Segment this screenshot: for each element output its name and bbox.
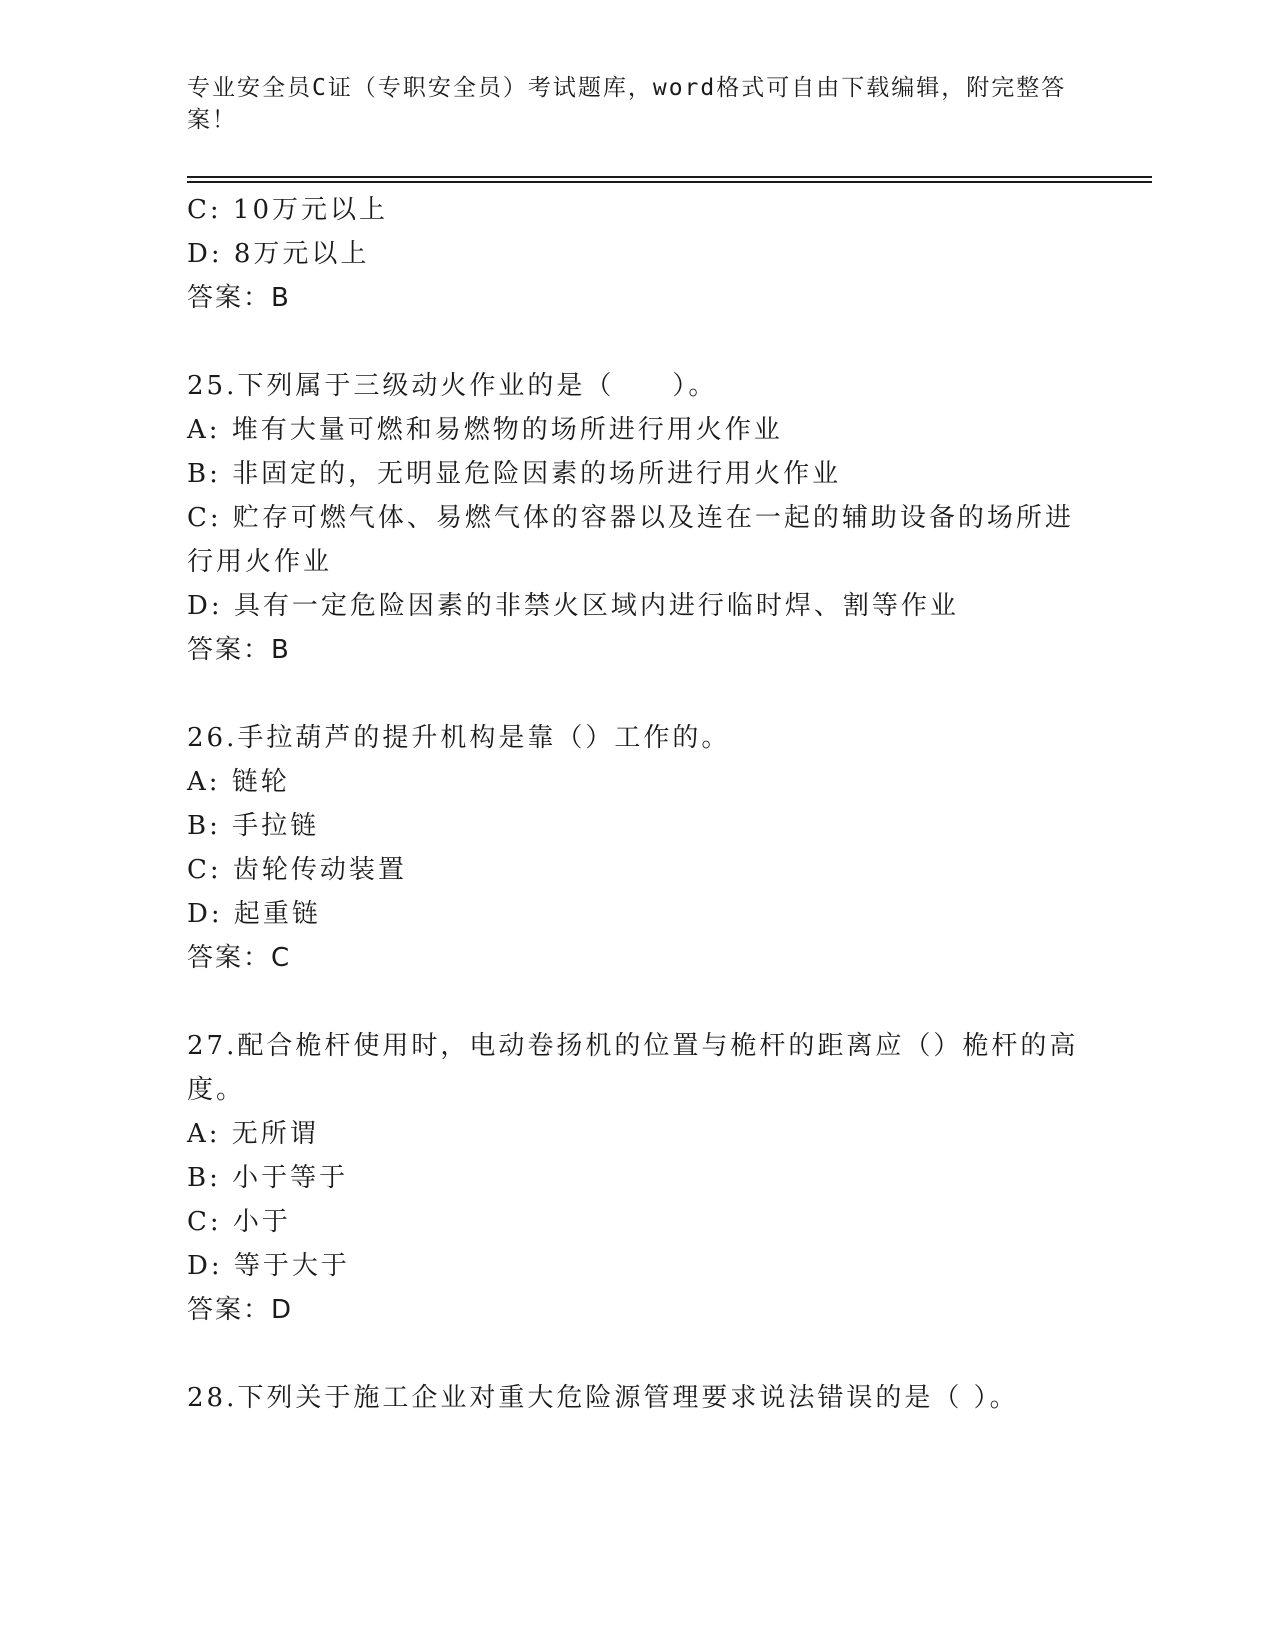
q27-option-a: A: 无所谓 [187, 1119, 319, 1149]
q26-answer: 答案：C [187, 943, 292, 973]
q26-option-c: C: 齿轮传动装置 [187, 855, 407, 885]
prev-option-c: C: 10万元以上 [187, 195, 389, 225]
prev-answer: 答案：B [187, 283, 291, 313]
q25-answer: 答案：B [187, 635, 291, 665]
q27-option-b: B: 小于等于 [187, 1163, 349, 1193]
q26-stem: 26.手拉葫芦的提升机构是靠（）工作的。 [187, 723, 731, 753]
q25-option-c-line1: C: 贮存可燃气体、易燃气体的容器以及连在一起的辅助设备的场所进 [187, 503, 1074, 533]
q25-option-c-line2: 行用火作业 [187, 547, 333, 577]
q25-option-b: B: 非固定的，无明显危险因素的场所进行用火作业 [187, 459, 842, 489]
q27-option-d: D: 等于大于 [187, 1251, 350, 1281]
header-divider-top [187, 176, 1152, 178]
q27-option-c: C: 小于 [187, 1207, 291, 1237]
q27-stem-line2: 度。 [187, 1075, 246, 1105]
document-header: 专业安全员C证（专职安全员）考试题库，word格式可自由下载编辑，附完整答案！ [187, 75, 1067, 133]
header-divider-bottom [187, 181, 1152, 183]
q27-stem-line1: 27.配合桅杆使用时，电动卷扬机的位置与桅杆的距离应（）桅杆的高 [187, 1031, 1079, 1061]
q26-option-b: B: 手拉链 [187, 811, 320, 841]
q27-answer: 答案：D [187, 1295, 294, 1325]
prev-option-d: D: 8万元以上 [187, 239, 370, 269]
q26-option-a: A: 链轮 [187, 767, 290, 797]
q25-stem: 25.下列属于三级动火作业的是（ ）。 [187, 371, 718, 401]
q25-option-a: A: 堆有大量可燃和易燃物的场所进行用火作业 [187, 415, 783, 445]
q26-option-d: D: 起重链 [187, 899, 321, 929]
q25-option-d: D: 具有一定危险因素的非禁火区域内进行临时焊、割等作业 [187, 591, 959, 621]
q28-stem: 28.下列关于施工企业对重大危险源管理要求说法错误的是（ ）。 [187, 1383, 1019, 1413]
